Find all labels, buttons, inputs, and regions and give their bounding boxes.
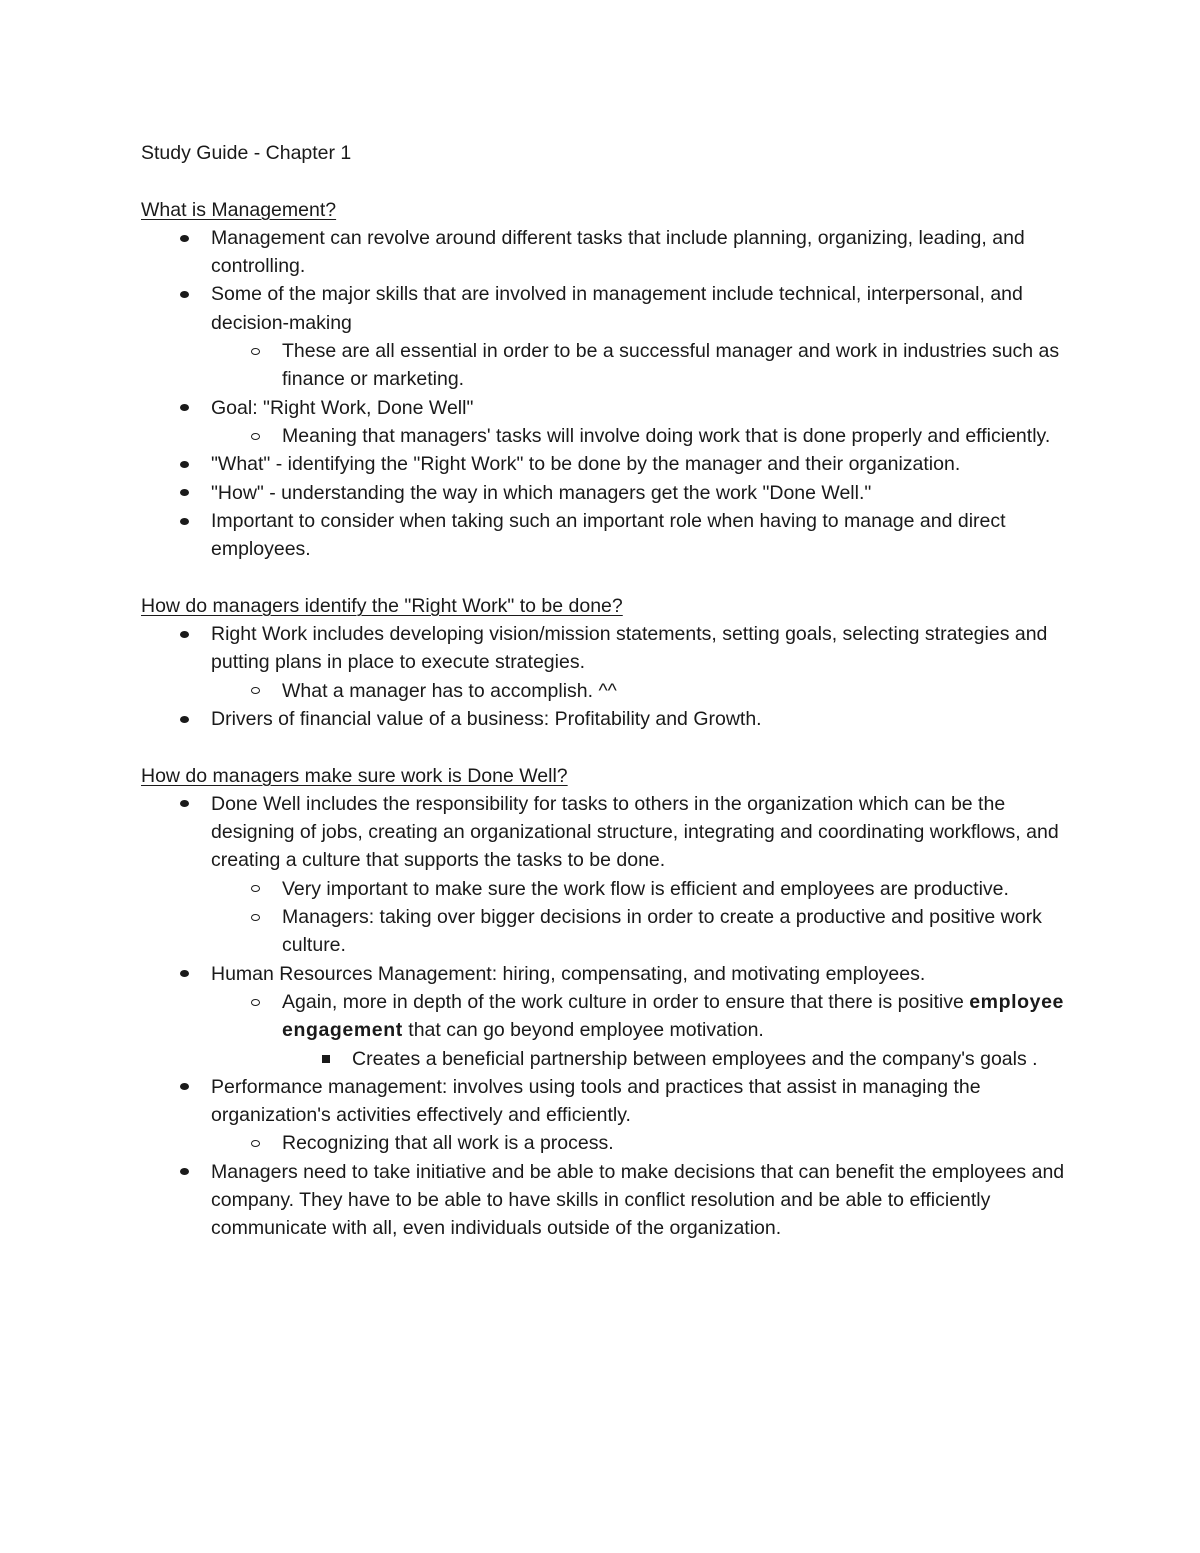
list-item	[141, 988, 1071, 1045]
list-item-text: Performance management: involves using tools and practices that assist in managing the organization's activities effectively and efficiently.	[211, 1075, 981, 1127]
bullet-dot-icon	[172, 224, 196, 252]
bullet-dot-icon	[172, 705, 196, 733]
list-item	[141, 507, 1071, 564]
bullet-dot-icon	[172, 1073, 196, 1101]
bullet-list	[141, 224, 1071, 564]
list-item	[141, 705, 1071, 733]
list-item	[141, 1073, 1071, 1130]
list-item-text: Some of the major skills that are involved in management include technical, interpersonal, and decision-making	[211, 283, 1023, 334]
bullet-dot-icon	[172, 280, 196, 308]
list-item	[141, 677, 1071, 705]
list-item	[141, 620, 1071, 677]
list-item-text: Meaning that managers' tasks will involve doing work that is done properly and efficiently.	[282, 424, 1051, 447]
list-item-text: What a manager has to accomplish. ^^	[282, 679, 617, 702]
list-item-text: Important to consider when taking such an important role when having to manage and direct employees.	[211, 509, 1006, 561]
list-item	[141, 337, 1071, 394]
bullet-circle-icon	[243, 337, 267, 365]
bullet-circle-icon	[243, 903, 267, 931]
section-heading: What is Management?	[141, 198, 337, 221]
list-item	[141, 394, 1071, 422]
list-item-text: Managers: taking over bigger decisions in order to create a productive and positive work culture.	[282, 906, 1042, 957]
bullet-list	[141, 620, 1071, 733]
section-right-work	[141, 592, 1071, 733]
section-heading: How do managers identify the "Right Work" to be done?	[141, 594, 623, 617]
section-heading: How do managers make sure work is Done Well?	[141, 764, 568, 787]
bullet-square-icon	[314, 1045, 338, 1073]
bullet-dot-icon	[172, 507, 196, 535]
list-item-text: Human Resources Management: hiring, compensating, and motivating employees.	[211, 962, 926, 985]
list-item-text: Managers need to take initiative and be able to make decisions that can benefit the employees and company. They have to be able to have skills in conflict resolution and be able to efficiently communicate with all, even individuals outside of the organization.	[211, 1160, 1065, 1240]
list-item-text: Drivers of financial value of a business: Profitability and Growth.	[211, 707, 762, 730]
bullet-circle-icon	[243, 677, 267, 705]
bullet-dot-icon	[172, 620, 196, 648]
list-item	[141, 903, 1071, 960]
bullet-circle-icon	[243, 988, 267, 1016]
document-body	[141, 139, 1071, 1243]
section-what-is-management	[141, 196, 1071, 564]
bullet-dot-icon	[172, 960, 196, 988]
list-item	[141, 280, 1071, 337]
list-item	[141, 479, 1071, 507]
list-item-text: Right Work includes developing vision/mission statements, setting goals, selecting strategies and putting plans in place to execute strategies.	[211, 623, 1048, 674]
bullet-circle-icon	[243, 875, 267, 903]
list-item	[141, 1158, 1071, 1243]
document-title: Study Guide - Chapter 1	[141, 142, 352, 164]
list-item-text: "What" - identifying the "Right Work" to be done by the manager and their organization.	[211, 453, 961, 476]
list-item	[141, 1129, 1071, 1157]
bullet-dot-icon	[172, 479, 196, 507]
bullet-dot-icon	[172, 1158, 196, 1186]
list-item	[141, 224, 1071, 281]
list-item	[141, 450, 1071, 478]
list-item-text-continued: that can go beyond employee motivation.	[402, 1019, 764, 1042]
bullet-list	[141, 790, 1071, 1243]
list-item	[141, 1045, 1071, 1073]
list-item	[141, 790, 1071, 875]
list-item-text: Goal: "Right Work, Done Well"	[211, 396, 474, 419]
list-item-text: Again, more in depth of the work culture in order to ensure that there is positive	[282, 990, 970, 1013]
list-item-text: "How" - understanding the way in which managers get the work "Done Well."	[211, 481, 872, 504]
bullet-circle-icon	[243, 422, 267, 450]
list-item-text: These are all essential in order to be a successful manager and work in industries such as finance or marketing.	[282, 340, 1060, 391]
list-item-text: Management can revolve around different tasks that include planning, organizing, leading, and controlling.	[211, 226, 1025, 278]
emphasized-term: employee engagement	[282, 990, 1064, 1042]
section-done-well	[141, 762, 1071, 1243]
list-item-text: Done Well includes the responsibility for tasks to others in the organization which can be the designing of jobs, creating an organizational structure, integrating and coordinating workflows, and creating a culture that supports the tasks to be done.	[211, 792, 1059, 872]
list-item	[141, 422, 1071, 450]
bullet-dot-icon	[172, 450, 196, 478]
list-item-text: Recognizing that all work is a process.	[282, 1132, 614, 1155]
bullet-dot-icon	[172, 790, 196, 818]
list-item	[141, 960, 1071, 988]
bullet-dot-icon	[172, 394, 196, 422]
list-item	[141, 875, 1071, 903]
list-item-text: Creates a beneficial partnership between employees and the company's goals .	[352, 1047, 1038, 1070]
bullet-circle-icon	[243, 1129, 267, 1157]
list-item-text: Very important to make sure the work flow is efficient and employees are productive.	[282, 877, 1009, 900]
